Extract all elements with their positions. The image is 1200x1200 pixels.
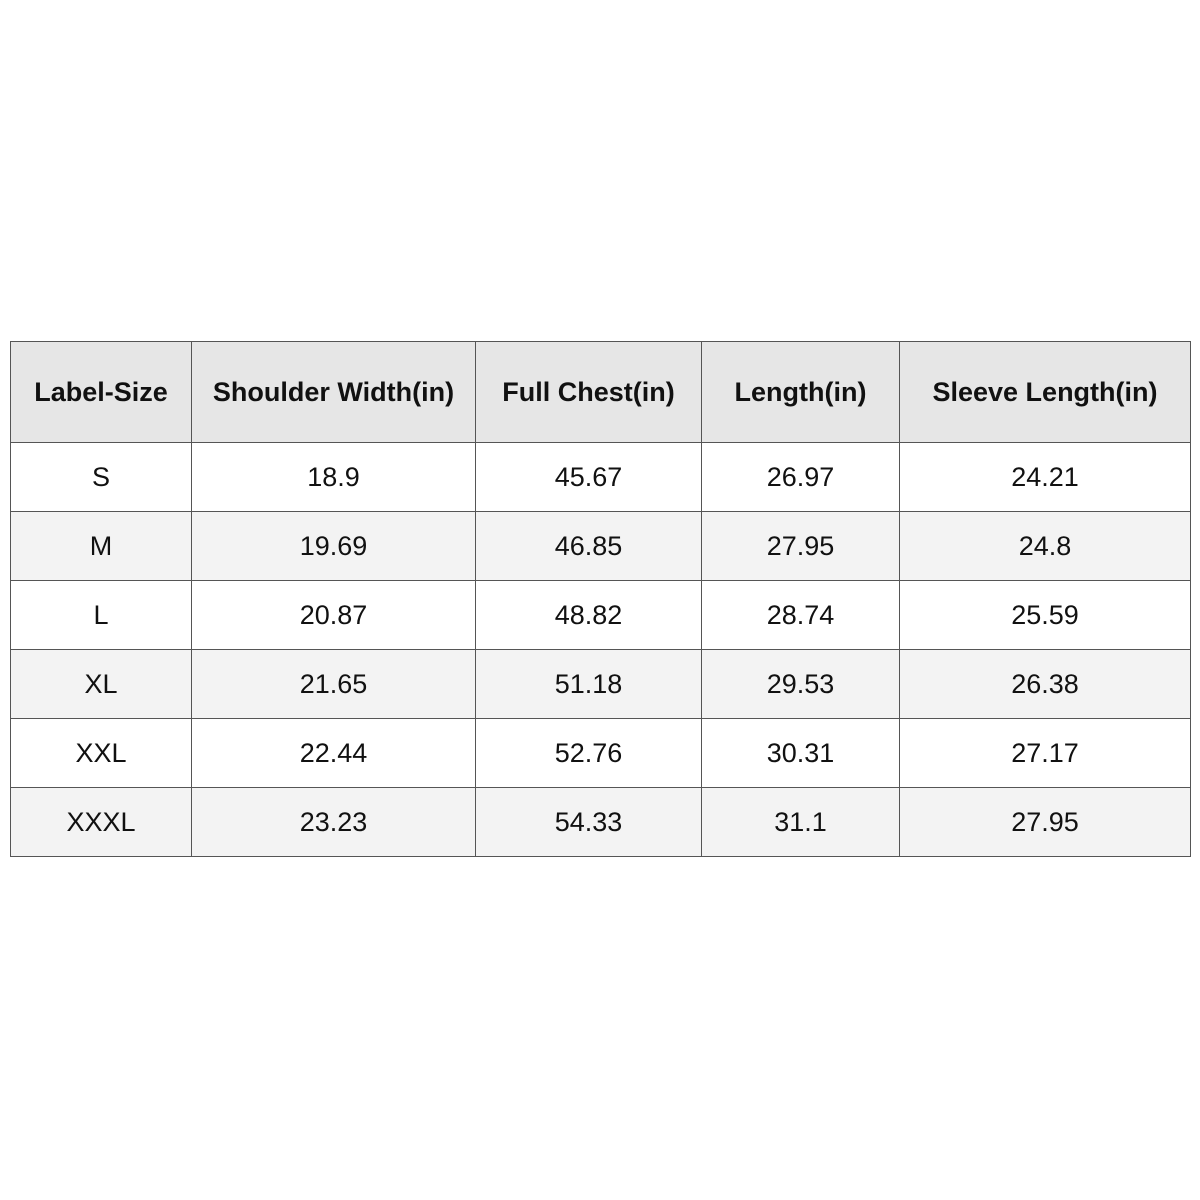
cell-length: 28.74	[702, 581, 900, 650]
cell-full-chest: 54.33	[476, 788, 702, 857]
cell-shoulder-width: 23.23	[192, 788, 476, 857]
table-row	[11, 719, 1191, 788]
cell-shoulder-width: 22.44	[192, 719, 476, 788]
cell-length: 26.97	[702, 443, 900, 512]
cell-shoulder-width: 20.87	[192, 581, 476, 650]
cell-sleeve-length: 27.95	[900, 788, 1191, 857]
cell-label-size: XL	[11, 650, 192, 719]
table-body	[11, 443, 1191, 857]
cell-sleeve-length: 25.59	[900, 581, 1191, 650]
header-sleeve-length: Sleeve Length(in)	[900, 342, 1191, 443]
cell-label-size: XXXL	[11, 788, 192, 857]
cell-shoulder-width: 18.9	[192, 443, 476, 512]
cell-length: 31.1	[702, 788, 900, 857]
cell-shoulder-width: 19.69	[192, 512, 476, 581]
table-row	[11, 650, 1191, 719]
cell-sleeve-length: 27.17	[900, 719, 1191, 788]
table-row	[11, 788, 1191, 857]
cell-full-chest: 45.67	[476, 443, 702, 512]
cell-length: 29.53	[702, 650, 900, 719]
cell-sleeve-length: 24.21	[900, 443, 1191, 512]
cell-full-chest: 51.18	[476, 650, 702, 719]
cell-label-size: XXL	[11, 719, 192, 788]
cell-label-size: S	[11, 443, 192, 512]
cell-full-chest: 52.76	[476, 719, 702, 788]
cell-length: 27.95	[702, 512, 900, 581]
header-shoulder-width: Shoulder Width(in)	[192, 342, 476, 443]
table-header	[11, 342, 1191, 443]
table-row	[11, 581, 1191, 650]
cell-label-size: M	[11, 512, 192, 581]
cell-full-chest: 46.85	[476, 512, 702, 581]
cell-sleeve-length: 24.8	[900, 512, 1191, 581]
header-full-chest: Full Chest(in)	[476, 342, 702, 443]
size-chart-table	[10, 341, 1191, 857]
header-label-size: Label-Size	[11, 342, 192, 443]
cell-shoulder-width: 21.65	[192, 650, 476, 719]
header-length: Length(in)	[702, 342, 900, 443]
cell-sleeve-length: 26.38	[900, 650, 1191, 719]
table-row	[11, 512, 1191, 581]
cell-full-chest: 48.82	[476, 581, 702, 650]
header-row	[11, 342, 1191, 443]
cell-label-size: L	[11, 581, 192, 650]
table-row	[11, 443, 1191, 512]
cell-length: 30.31	[702, 719, 900, 788]
